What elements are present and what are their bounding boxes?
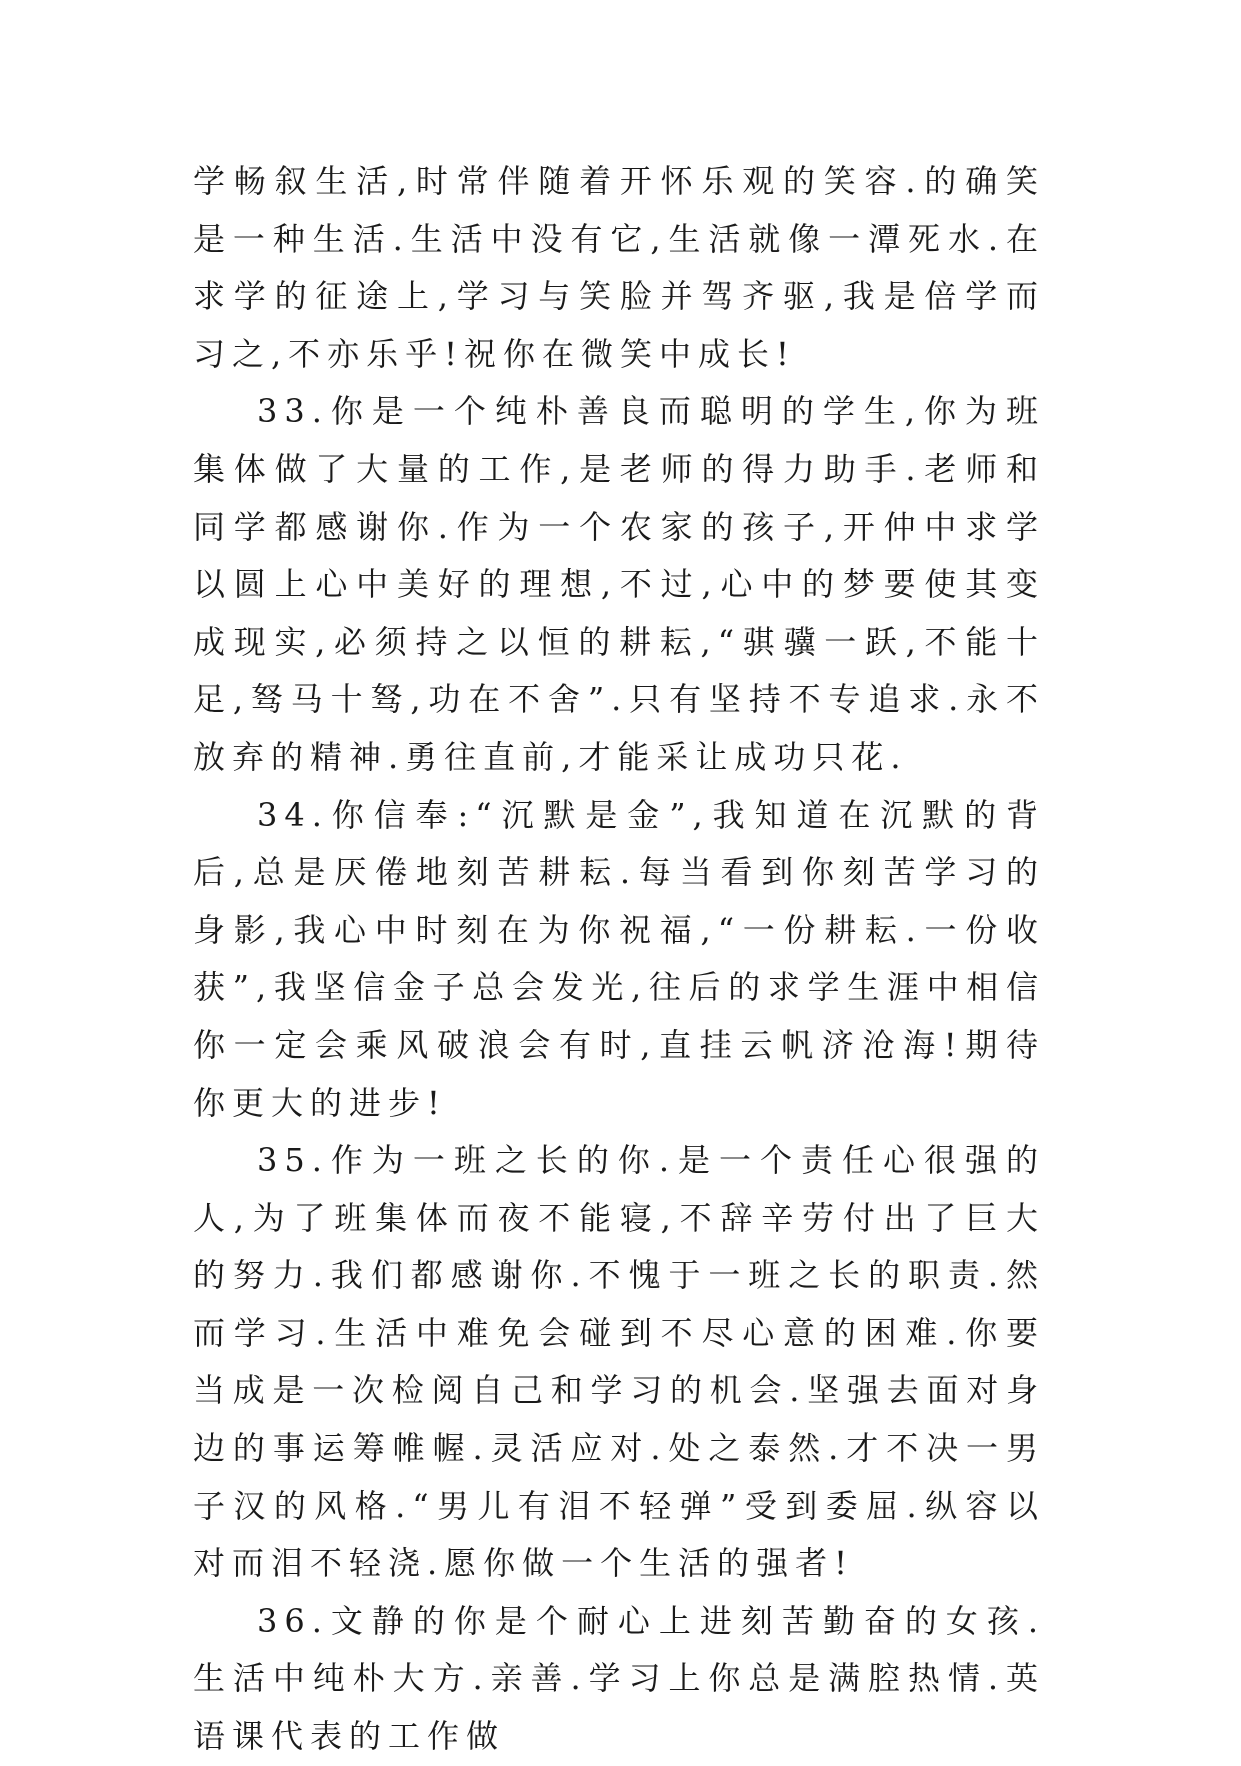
paragraph-36: 36.文静的你是个耐心上进刻苦勤奋的女孩.生活中纯朴大方.亲善.学习上你总是满腔热情.英语课代表的工作做 bbox=[193, 1601, 1045, 1756]
paragraph-33: 33.你是一个纯朴善良而聪明的学生,你为班集体做了大量的工作,是老师的得力助手.老师和同学都感谢你.作为一个农家的孩子,开仲中求学以圆上心中美好的理想,不过,心中的梦要使其变成现实,必须持之以恒的耕耘,“骐骥一跃,不能十足,驽马十驽,功在不舍”.只有坚持不专追求.永不放弃的精神.勇往直前,才能采让成功只花. bbox=[193, 392, 1045, 776]
paragraph-continued: 学畅叙生活,时常伴随着开怀乐观的笑容.的确笑是一种生活.生活中没有它,生活就像一潭死水.在求学的征途上,学习与笑脸并驾齐驱,我是倍学而习之,不亦乐乎!祝你在微笑中成长! bbox=[193, 162, 1045, 373]
paragraph-35: 35.作为一班之长的你.是一个责任心很强的人,为了班集体而夜不能寝,不辞辛劳付出了巨大的努力.我们都感谢你.不愧于一班之长的职责.然而学习.生活中难免会碰到不尽心意的困难.你要当成是一次检阅自己和学习的机会.坚强去面对身边的事运筹帷幄.灵活应对.处之泰然.才不决一男子汉的风格.“男儿有泪不轻弹”受到委屈.纵容以对而泪不轻浇.愿你做一个生活的强者! bbox=[193, 1141, 1045, 1583]
document-body bbox=[193, 153, 1045, 1766]
paragraph-34: 34.你信奉:“沉默是金”,我知道在沉默的背后,总是厌倦地刻苦耕耘.每当看到你刻苦学习的身影,我心中时刻在为你祝福,“一份耕耘.一份收获”,我坚信金子总会发光,往后的求学生涯中相信你一定会乘风破浪会有时,直挂云帆济沧海!期待你更大的进步! bbox=[193, 795, 1045, 1122]
